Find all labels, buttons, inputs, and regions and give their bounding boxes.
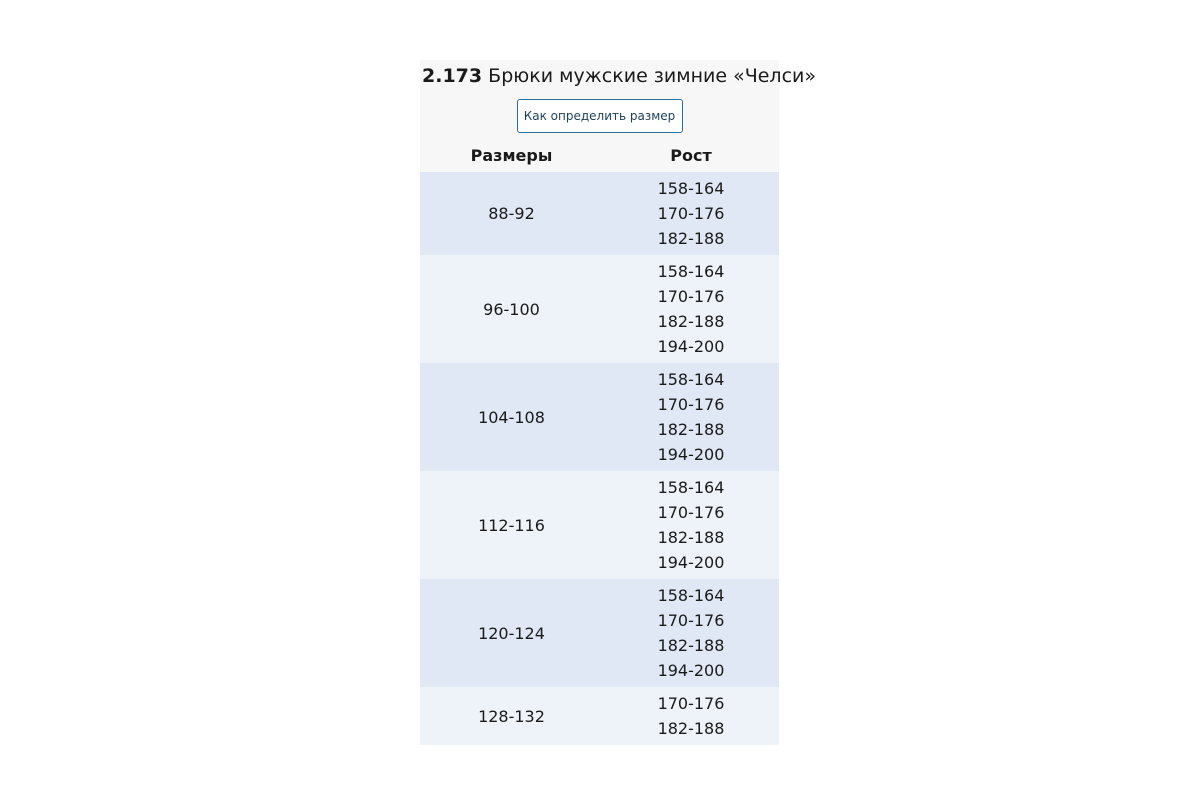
- height-value: 194-200: [657, 445, 725, 464]
- height-cell: [603, 579, 779, 687]
- height-value: 182-188: [657, 636, 725, 655]
- height-value: 158-164: [657, 370, 725, 389]
- height-value: 158-164: [657, 179, 725, 198]
- size-cell: 120-124: [420, 579, 603, 687]
- table-row: [420, 471, 779, 579]
- height-cell: [603, 255, 779, 363]
- table-row: [420, 687, 779, 745]
- product-title: [420, 60, 816, 93]
- product-size-panel: [420, 60, 816, 738]
- height-value: 182-188: [657, 719, 725, 738]
- height-value: 194-200: [657, 661, 725, 680]
- height-value: 170-176: [657, 395, 725, 414]
- height-value: 182-188: [657, 528, 725, 547]
- height-value: 158-164: [657, 262, 725, 281]
- height-value: 194-200: [657, 337, 725, 356]
- column-header-height: Рост: [670, 146, 712, 165]
- height-cell: [603, 687, 779, 745]
- size-cell: 96-100: [420, 255, 603, 363]
- height-value: 170-176: [657, 611, 725, 630]
- height-value: 194-200: [657, 553, 725, 572]
- size-guide-button-wrapper: [420, 93, 779, 139]
- size-table: [420, 139, 779, 745]
- size-guide-button[interactable]: Как определить размер: [517, 99, 683, 133]
- height-value: 170-176: [657, 503, 725, 522]
- size-cell: 128-132: [420, 687, 603, 745]
- table-row: [420, 579, 779, 687]
- height-cell: [603, 172, 779, 255]
- column-header-sizes: Размеры: [470, 146, 553, 165]
- height-cell: [603, 471, 779, 579]
- height-value: 182-188: [657, 420, 725, 439]
- height-cell: [603, 363, 779, 471]
- size-table-body: [420, 172, 779, 745]
- table-row: [420, 172, 779, 255]
- size-cell: 88-92: [420, 172, 603, 255]
- height-value: 158-164: [657, 586, 725, 605]
- height-value: 182-188: [657, 229, 725, 248]
- product-name: Брюки мужские зимние «Челси»: [488, 65, 816, 87]
- table-row: [420, 255, 779, 363]
- height-value: 170-176: [657, 694, 725, 713]
- height-value: 170-176: [657, 287, 725, 306]
- height-value: 170-176: [657, 204, 725, 223]
- size-cell: 104-108: [420, 363, 603, 471]
- table-row: [420, 363, 779, 471]
- height-value: 182-188: [657, 312, 725, 331]
- height-value: 158-164: [657, 478, 725, 497]
- size-table-header: [420, 139, 779, 172]
- size-cell: 112-116: [420, 471, 603, 579]
- product-number: 2.173: [422, 65, 483, 87]
